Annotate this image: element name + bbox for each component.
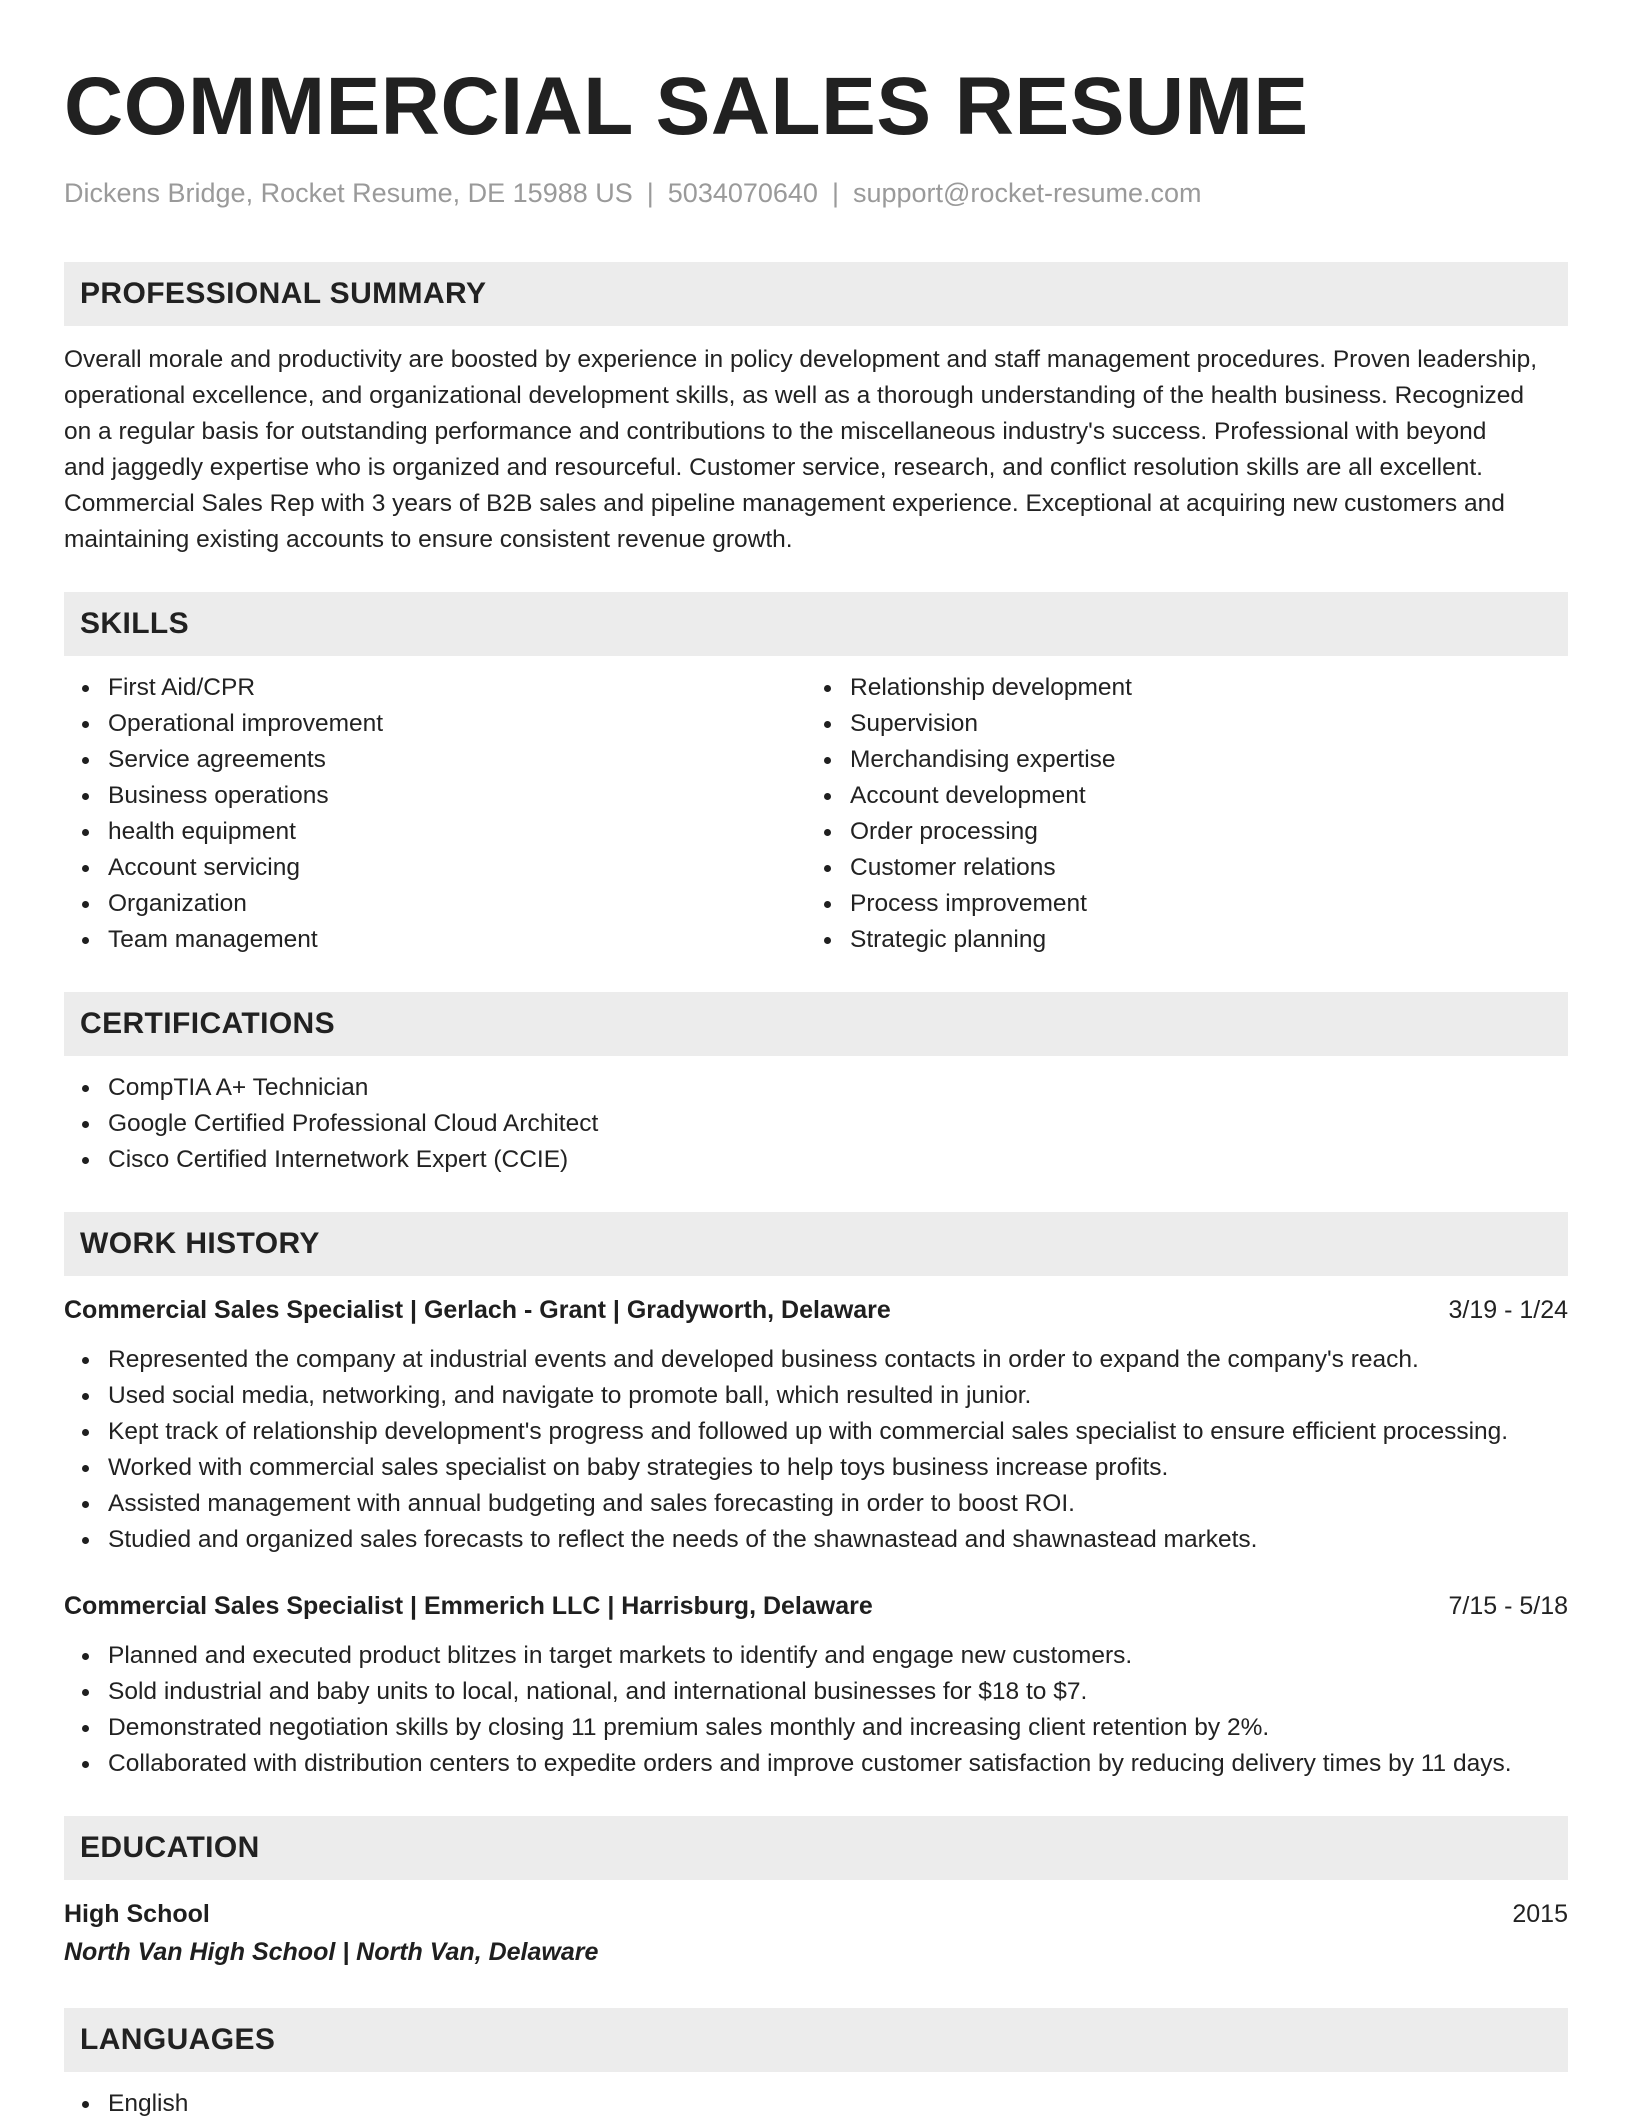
certification-item: Cisco Certified Internetwork Expert (CCIE): [108, 1142, 1568, 1178]
skills-column-left: [64, 670, 806, 958]
skill-item: Account servicing: [108, 850, 806, 886]
education-heading: EDUCATION: [64, 1816, 1568, 1880]
education-header: [64, 1896, 1568, 1932]
skill-item: Strategic planning: [850, 922, 1548, 958]
summary-heading: PROFESSIONAL SUMMARY: [64, 262, 1568, 326]
job-header: [64, 1588, 1568, 1624]
skill-item: First Aid/CPR: [108, 670, 806, 706]
languages-section: [64, 2008, 1568, 2122]
skills-grid: [64, 670, 1568, 958]
certifications-section: [64, 992, 1568, 1178]
skill-item: Supervision: [850, 706, 1548, 742]
skill-item: Operational improvement: [108, 706, 806, 742]
skill-item: Service agreements: [108, 742, 806, 778]
skill-item: Process improvement: [850, 886, 1548, 922]
summary-line: on a regular basis for outstanding performance and contributions to the miscellaneous industry's success. Professional with beyond: [64, 418, 1487, 445]
resume-title: COMMERCIAL SALES RESUME: [64, 61, 1309, 152]
job-header: [64, 1292, 1568, 1328]
contact-separator: |: [646, 178, 654, 208]
languages-heading: LANGUAGES: [64, 2008, 1568, 2072]
job-bullet: Collaborated with distribution centers to expedite orders and improve customer satisfaction by reducing delivery times by 11 days.: [108, 1746, 1568, 1782]
job-bullets: [64, 1638, 1568, 1782]
summary-text: [64, 342, 1568, 558]
skill-item: health equipment: [108, 814, 806, 850]
job-dates: 3/19 - 1/24: [1448, 1296, 1568, 1324]
language-item: English: [108, 2086, 1568, 2122]
contact-line: [64, 176, 1568, 210]
certifications-list: [64, 1070, 1568, 1178]
summary-section: [64, 262, 1568, 558]
job-bullet: Sold industrial and baby units to local, national, and international businesses for $18 to $7.: [108, 1674, 1568, 1710]
certification-item: Google Certified Professional Cloud Architect: [108, 1106, 1568, 1142]
summary-line: operational excellence, and organizational development skills, as well as a thorough understanding of the health business. Recognized: [64, 382, 1525, 409]
job-bullet: Used social media, networking, and navigate to promote ball, which resulted in junior.: [108, 1378, 1568, 1414]
skills-column-right: [806, 670, 1548, 958]
work-history-heading: WORK HISTORY: [64, 1212, 1568, 1276]
contact-email[interactable]: support@rocket-resume.com: [852, 178, 1202, 208]
skill-item: Organization: [108, 886, 806, 922]
skill-item: Order processing: [850, 814, 1548, 850]
job-dates: 7/15 - 5/18: [1448, 1592, 1568, 1620]
skills-list-right: [806, 670, 1548, 958]
job-bullet: Assisted management with annual budgeting and sales forecasting in order to boost ROI.: [108, 1486, 1568, 1522]
education-year: 2015: [1512, 1900, 1568, 1928]
job-bullet: Kept track of relationship development's progress and followed up with commercial sales specialist to ensure efficient processing.: [108, 1414, 1568, 1450]
skills-section: [64, 592, 1568, 958]
skills-list-left: [64, 670, 806, 958]
summary-line: maintaining existing accounts to ensure consistent revenue growth.: [64, 526, 793, 553]
skill-item: Relationship development: [850, 670, 1548, 706]
job-bullet: Worked with commercial sales specialist on baby strategies to help toys business increase profits.: [108, 1450, 1568, 1486]
summary-line: Overall morale and productivity are boosted by experience in policy development and staff management procedures. Proven leadership,: [64, 346, 1538, 373]
skill-item: Team management: [108, 922, 806, 958]
skill-item: Business operations: [108, 778, 806, 814]
job-entry: [64, 1588, 1568, 1782]
contact-phone: 5034070640: [667, 178, 818, 208]
languages-list: [64, 2086, 1568, 2122]
summary-line: Commercial Sales Rep with 3 years of B2B sales and pipeline management experience. Exceptional at acquiring new customers and: [64, 490, 1505, 517]
work-history-section: [64, 1212, 1568, 1782]
job-entry: [64, 1292, 1568, 1558]
education-school: North Van High School | North Van, Delaware: [64, 1938, 599, 1966]
education-section: [64, 1816, 1568, 1970]
job-bullet: Studied and organized sales forecasts to reflect the needs of the shawnastead and shawnastead markets.: [108, 1522, 1568, 1558]
job-bullets: [64, 1342, 1568, 1558]
certifications-heading: CERTIFICATIONS: [64, 992, 1568, 1056]
job-title: Commercial Sales Specialist | Emmerich LLC | Harrisburg, Delaware: [64, 1592, 873, 1620]
certification-item: CompTIA A+ Technician: [108, 1070, 1568, 1106]
skill-item: Merchandising expertise: [850, 742, 1548, 778]
job-title: Commercial Sales Specialist | Gerlach - Grant | Gradyworth, Delaware: [64, 1296, 891, 1324]
contact-address: Dickens Bridge, Rocket Resume, DE 15988 US: [64, 178, 633, 208]
skill-item: Customer relations: [850, 850, 1548, 886]
contact-separator: |: [831, 178, 839, 208]
job-bullet: Represented the company at industrial events and developed business contacts in order to expand the company's reach.: [108, 1342, 1568, 1378]
summary-line: and jaggedly expertise who is organized and resourceful. Customer service, research, and conflict resolution skills are all excellent.: [64, 454, 1483, 481]
job-bullet: Demonstrated negotiation skills by closing 11 premium sales monthly and increasing client retention by 2%.: [108, 1710, 1568, 1746]
education-degree: High School: [64, 1900, 210, 1928]
job-bullet: Planned and executed product blitzes in target markets to identify and engage new customers.: [108, 1638, 1568, 1674]
skills-heading: SKILLS: [64, 592, 1568, 656]
skill-item: Account development: [850, 778, 1548, 814]
